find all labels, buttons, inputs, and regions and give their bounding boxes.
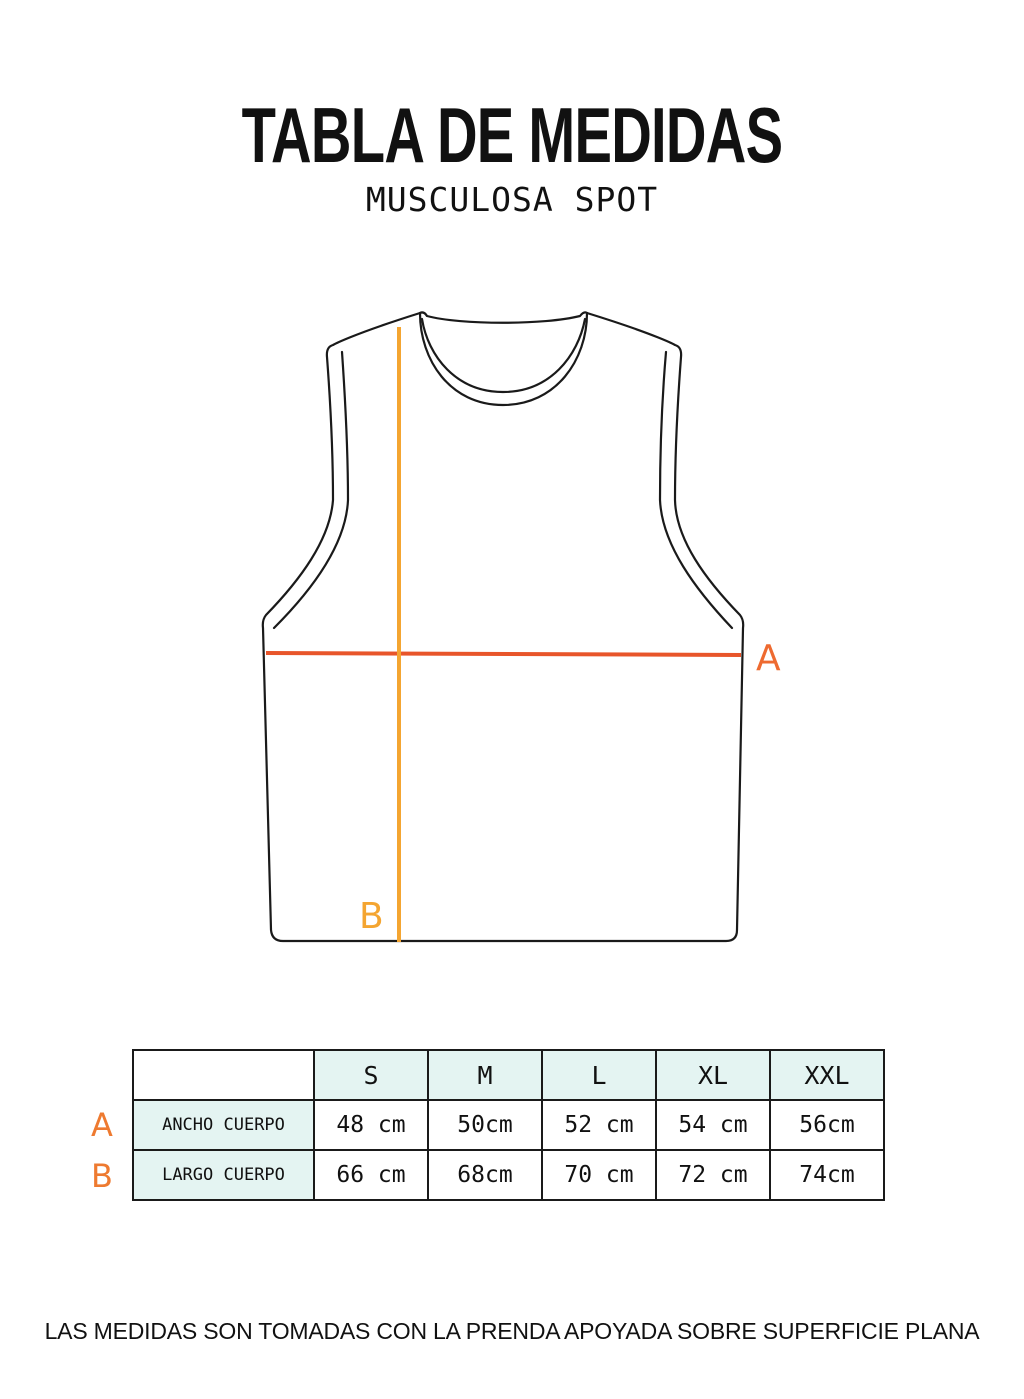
- table-row: [133, 1100, 884, 1150]
- size-header-l: L: [542, 1050, 656, 1100]
- table-cell: 66 cm: [314, 1150, 428, 1200]
- size-header-m: M: [428, 1050, 542, 1100]
- table-cell: 52 cm: [542, 1100, 656, 1150]
- table-cell: 56cm: [770, 1100, 884, 1150]
- size-header-xl: XL: [656, 1050, 770, 1100]
- table-header-row: [133, 1050, 884, 1100]
- row-label-largo: LARGO CUERPO: [133, 1150, 314, 1200]
- tank-top-outline: [263, 312, 743, 941]
- width-measure-line: [266, 653, 741, 655]
- row-letter-a: A: [91, 1106, 113, 1144]
- size-header-s: S: [314, 1050, 428, 1100]
- table-cell: 48 cm: [314, 1100, 428, 1150]
- row-label-ancho: ANCHO CUERPO: [133, 1100, 314, 1150]
- table-cell: 74cm: [770, 1150, 884, 1200]
- table-cell: 72 cm: [656, 1150, 770, 1200]
- row-letter-b: B: [91, 1157, 113, 1195]
- table-cell: 68cm: [428, 1150, 542, 1200]
- length-label: B: [359, 896, 384, 937]
- product-name: MUSCULOSA SPOT: [365, 180, 659, 219]
- table-cell: 50cm: [428, 1100, 542, 1150]
- table-cell: 70 cm: [542, 1150, 656, 1200]
- table-corner-cell: [133, 1050, 314, 1100]
- width-label: A: [756, 638, 781, 679]
- size-table: [132, 1049, 885, 1201]
- table-cell: 54 cm: [656, 1100, 770, 1150]
- size-header-xxl: XXL: [770, 1050, 884, 1100]
- measurement-note: LAS MEDIDAS SON TOMADAS CON LA PRENDA APOYADA SOBRE SUPERFICIE PLANA: [44, 1318, 980, 1344]
- table-row: [133, 1150, 884, 1200]
- size-chart: [132, 1049, 885, 1201]
- page-title: TABLA DE MEDIDAS: [241, 91, 783, 179]
